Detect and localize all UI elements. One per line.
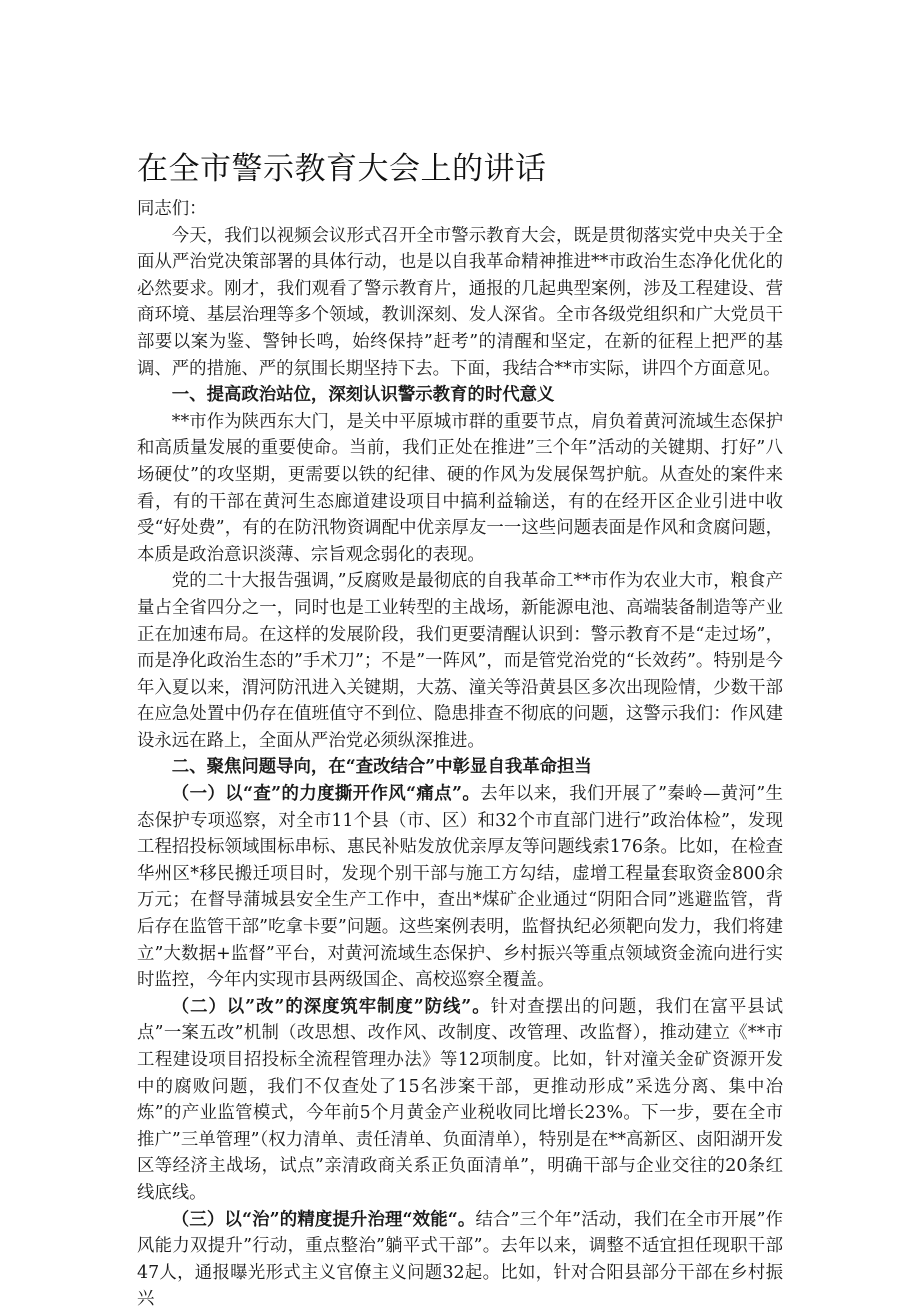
paragraph-subsection-3 [137,1207,783,1313]
paragraph-section1-a: **市作为陕西东大门，是关中平原城市群的重要节点，肩负着黄河流域生态保护和高质量发展的重要使命。当前，我们正处在推进”三个年”活动的关键期、打好”八场硬仗”的攻坚期，更需要以铁的纪律、硬的作风为发展保驾护航。从查处的案件来看，有的干部在黄河生态廊道建设项目中搞利益输送，有的在经开区企业引进中收受“好处费”，有的在防汛物资调配中优亲厚友一一这些问题表面是作风和贪腐问题，本质是政治意识淡薄、宗旨观念弱化的表现。 [137,411,783,565]
subsection-text-1: 去年以来，我们开展了”秦岭—黄河”生态保护专项巡察，对全市11个县（市、区）和32个市直部门进行”政治体检”，发现工程招投标领域围标串标、惠民补贴发放优亲厚友等问题线索176条。比如，在检查华州区*移民搬迁项目时，发现个别干部与施工方勾结，虚增工程量套取资金800余万元；在督导蒲城县安全生产工作中，查出*煤矿企业通过“阴阳合同”逃避监管，背后存在监管干部”吃拿卡要”问题。这些案例表明，监督执纪必须靶向发力，我们将建立”大数据+监督”平台，对黄河流域生态保护、乡村振兴等重点领域资金流向进行实时监控，今年内实现市县两级国企、高校巡察全覆盖。 [137,784,783,991]
subsection-heading-2: （二）以”改”的深度筑牢制度”防线”。 [171,996,491,1017]
subsection-heading-3: （三）以“治”的精度提升治理“效能“。 [171,1209,476,1230]
document-body [137,196,783,1313]
paragraph-subsection-2 [137,994,783,1207]
paragraph-intro: 今天，我们以视频会议形式召开全市警示教育大会，既是贯彻落实党中央关于全面从严治党决策部署的具体行动，也是以自我革命精神推进**市政治生态净化优化的必然要求。刚才，我们观看了警示教育片，通报的几起典型案例，涉及工程建设、营商环境、基层治理等多个领域，教训深刻、发人深省。全市各级党组织和广大党员干部要以案为鉴、警钟长鸣，始终保持”赶考”的清醒和坚定，在新的征程上把严的基调、严的措施、严的氛围长期坚持下去。下面，我结合**市实际，讲四个方面意见。 [137,225,783,379]
section-heading-1: 一、提高政治站位，深刻认识警示教育的时代意义 [171,385,555,406]
document-title: 在全市警示教育大会上的讲话 [137,151,547,187]
subsection-text-3: 结合”三个年”活动，我们在全市开展”作风能力双提升”行动，重点整治”躺平式干部”。去年以来，调整不适宜担任现职干部47人，通报曝光形式主义官僚主义问题32起。比如，针对合阳县部分干部在乡村振兴 [137,1209,783,1310]
paragraph-section1-b: 党的二十大报告强调，”反腐败是最彻底的自我革命工**市作为农业大市，粮食产量占全省四分之一，同时也是工业转型的主战场，新能源电池、高端装备制造等产业正在加速布局。在这样的发展阶段，我们更要清醒认识到：警示教育不是“走过场”，而是净化政治生态的”手术刀”；不是”一阵风”，而是管党治党的“长效药”。特别是今年入夏以来，渭河防汛进入关键期，大荔、潼关等沿黄县区多次出现险情，少数干部在应急处置中仍存在值班值守不到位、隐患排查不彻底的问题，这警示我们：作风建设永远在路上，全面从严治党必须纵深推进。 [137,571,783,751]
subsection-heading-1: （一）以“查”的力度撕开作风“痛点”。 [171,784,481,805]
paragraph-subsection-1 [137,781,783,994]
subsection-text-2: 针对查摆出的问题，我们在富平县试点”一案五改”机制（改思想、改作风、改制度、改管理、改监督），推动建立《**市工程建设项目招投标全流程管理办法》等12项制度。比如，针对潼关金矿资源开发中的腐败问题，我们不仅查处了15名涉案干部，更推动形成”采选分离、集中冶炼”的产业监管模式，今年前5个月黄金产业税收同比增长23%。下一步，要在全市推广”三单管理”（权力清单、责任清单、负面清单），特别是在**高新区、卤阳湖开发区等经济主战场，试点”亲清政商关系正负面清单”，明确干部与企业交往的20条红线底线。 [137,996,783,1203]
section-heading-2: 二、聚焦问题导向，在“查改结合”中彰显自我革命担当 [171,757,592,778]
salutation: 同志们： [137,199,207,219]
